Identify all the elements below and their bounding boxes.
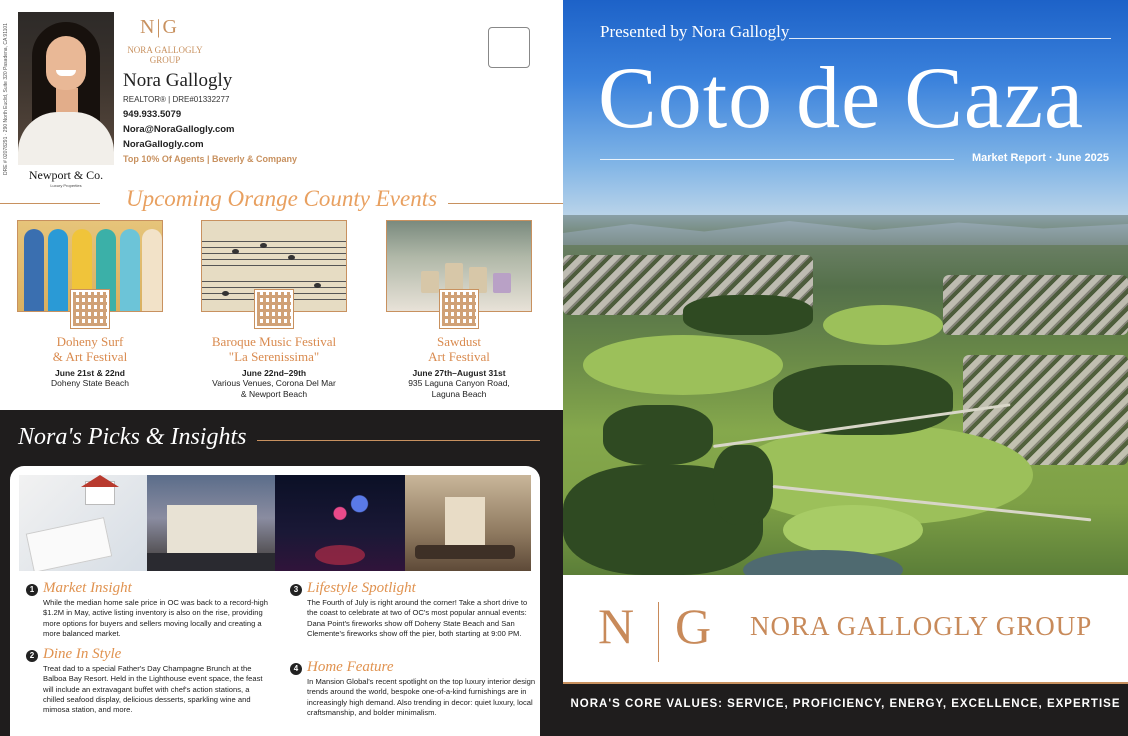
event-title-line2: Art Festival bbox=[428, 349, 490, 364]
qr-code[interactable] bbox=[440, 290, 478, 328]
green bbox=[783, 505, 923, 555]
pick-number: 2 bbox=[26, 650, 38, 662]
surfboard bbox=[48, 229, 68, 312]
agent-email[interactable]: Nora@NoraGallogly.com bbox=[123, 124, 235, 135]
photo-market-house bbox=[19, 475, 147, 571]
event-title-line1: Baroque Music Festival bbox=[211, 334, 337, 349]
resort-building bbox=[167, 505, 257, 555]
music-note bbox=[232, 249, 239, 254]
qr-code[interactable] bbox=[255, 290, 293, 328]
picks-heading: Nora's Picks & Insights bbox=[18, 424, 247, 450]
event-card-baroque bbox=[194, 220, 354, 400]
agent-website[interactable]: NoraGallogly.com bbox=[123, 139, 204, 150]
staff-line bbox=[202, 265, 347, 266]
event-place-line2: Laguna Beach bbox=[431, 389, 487, 399]
qr-code[interactable] bbox=[71, 290, 109, 328]
music-note bbox=[314, 283, 321, 288]
agent-license: REALTOR® | DRE#01332277 bbox=[123, 95, 230, 104]
qr-code-pattern bbox=[257, 292, 291, 326]
surfboard bbox=[142, 229, 162, 312]
staff-line bbox=[202, 241, 347, 242]
pick-body: While the median home sale price in OC was back to a record-high $1.2M in May, active listing inventory is also on the rise, providing more options for buyers and sellers moving locally and creating a more balanced market. bbox=[43, 598, 268, 638]
presented-by: Presented by Nora Gallogly bbox=[600, 22, 790, 41]
brand-name: NORA GALLOGLY GROUP bbox=[750, 611, 1093, 641]
staff-line bbox=[202, 253, 347, 254]
mailer-cover-panel bbox=[563, 0, 1128, 736]
fairway bbox=[823, 305, 943, 345]
event-place-line2: & Newport Beach bbox=[240, 389, 308, 399]
event-title-line2: & Art Festival bbox=[52, 349, 128, 364]
events-heading-rule-right bbox=[448, 203, 563, 204]
brokerage-sub: Luxury Properties bbox=[50, 183, 82, 188]
tree-cluster bbox=[683, 295, 813, 335]
photo-balboa-bay bbox=[147, 475, 275, 571]
candle bbox=[421, 271, 439, 293]
event-title-line1: Sawdust bbox=[436, 334, 482, 349]
brand-mark-divider bbox=[658, 602, 659, 662]
group-logo-name: NORA GALLOGLY GROUP bbox=[127, 45, 203, 65]
brand-band bbox=[563, 575, 1128, 682]
agent-name: Nora Gallogly bbox=[123, 70, 233, 91]
surfboard bbox=[120, 229, 140, 312]
event-title bbox=[194, 334, 354, 364]
pick-title: Home Feature bbox=[307, 659, 394, 675]
picks-card bbox=[10, 466, 540, 736]
event-title bbox=[379, 334, 539, 364]
mountain-range bbox=[563, 215, 1128, 245]
event-place: Doheny State Beach bbox=[51, 378, 129, 388]
music-note bbox=[288, 255, 295, 260]
brand-mark-g: G bbox=[675, 598, 712, 654]
legal-text bbox=[3, 10, 13, 175]
music-note bbox=[260, 243, 267, 248]
pick-title: Lifestyle Spotlight bbox=[307, 580, 416, 596]
tree-cluster bbox=[713, 445, 773, 525]
pick-body: In Mansion Global's recent spotlight on the top luxury interior design trends around the world, bespoke one-of-a-kind furnishings are in increasingly high demand. Also trending in decor: quiet luxury, local craftsmanship, and bolder minimalism. bbox=[307, 677, 536, 717]
pond bbox=[743, 550, 903, 575]
event-card-surf bbox=[10, 220, 170, 389]
event-title-line2: "La Serenissima" bbox=[228, 349, 320, 364]
event-date: June 27th–August 31st bbox=[412, 368, 506, 378]
qr-code-pattern bbox=[73, 292, 107, 326]
qr-code-pattern bbox=[442, 292, 476, 326]
mailer-back-panel bbox=[0, 0, 563, 736]
picks-photo-strip bbox=[19, 475, 531, 571]
group-logo-mark-text: N|G bbox=[140, 16, 179, 38]
staff-line bbox=[202, 287, 347, 288]
paperwork bbox=[26, 517, 113, 571]
photo-luxury-interior bbox=[405, 475, 531, 571]
brokerage-logo bbox=[18, 168, 114, 188]
agent-headshot-face bbox=[46, 36, 86, 90]
candle bbox=[445, 263, 463, 293]
agent-tagline: Top 10% Of Agents | Beverly & Company bbox=[123, 154, 298, 164]
events-heading-block bbox=[0, 186, 563, 212]
agent-headshot-smile bbox=[56, 70, 76, 76]
photo-fireworks bbox=[275, 475, 405, 571]
picks-heading-rule bbox=[257, 440, 540, 441]
sofa bbox=[415, 545, 515, 559]
pick-body: Treat dad to a special Father's Day Champagne Brunch at the Balboa Bay Resort. Held in the Lighthouse event space, the feast will include an extravagant buffet with chef's action stations, a chilled seafood display, delicious desserts, sparkling wine and mimosa station, and more. bbox=[43, 664, 263, 715]
pick-number: 3 bbox=[290, 584, 302, 596]
events-heading: Upcoming Orange County Events bbox=[118, 186, 445, 212]
agent-phone[interactable]: 949.933.5079 bbox=[123, 109, 182, 120]
picks-section bbox=[0, 410, 563, 736]
event-place: 935 Laguna Canyon Road, bbox=[408, 378, 510, 388]
staff-line bbox=[202, 259, 347, 260]
event-title-line1: Doheny Surf bbox=[56, 334, 124, 349]
pick-number: 1 bbox=[26, 584, 38, 596]
core-values-band bbox=[563, 684, 1128, 736]
core-values: NORA'S CORE VALUES: SERVICE, PROFICIENCY, ENERGY, EXCELLENCE, EXPERTISE bbox=[570, 698, 1121, 710]
market-report-rule bbox=[600, 159, 954, 160]
event-card-sawdust bbox=[379, 220, 539, 400]
legal-text-label: DRE # 02078291 · 290 North Euclid, Suite 320 Pasadena, CA 91101 bbox=[3, 23, 9, 175]
surfboard bbox=[24, 229, 44, 312]
neighborhood bbox=[943, 275, 1128, 335]
presented-by-rule bbox=[789, 38, 1111, 39]
brokerage-name: Newport & Co. bbox=[28, 168, 104, 182]
fairway bbox=[583, 335, 783, 395]
brand-mark-n: N bbox=[598, 598, 635, 654]
reflection bbox=[315, 545, 365, 565]
pick-body: The Fourth of July is right around the corner! Take a short drive to the coast to celebrate at two of OC's most popular annual events: Dana Point's fireworks show off Doheny State Beach and San Clemente's fireworks show off the pier, both starting at 9:00 PM. bbox=[307, 598, 528, 638]
cover-title: Coto de Caza bbox=[598, 50, 1085, 147]
event-place: Various Venues, Corona Del Mar bbox=[212, 378, 336, 388]
event-date: June 22nd–29th bbox=[241, 368, 307, 378]
cover-aerial-photo bbox=[563, 215, 1128, 575]
event-date: June 21st & 22nd bbox=[55, 368, 125, 378]
group-logo-mark bbox=[140, 16, 179, 39]
tree-cluster bbox=[603, 405, 713, 465]
agent-headshot bbox=[18, 12, 114, 165]
staff-line bbox=[202, 281, 347, 282]
street bbox=[147, 553, 275, 571]
postage-stamp-box bbox=[488, 27, 530, 68]
market-report-label: Market Report · June 2025 bbox=[972, 152, 1109, 164]
candle bbox=[493, 273, 511, 293]
music-note bbox=[222, 291, 229, 296]
pick-number: 4 bbox=[290, 663, 302, 675]
events-heading-rule-left bbox=[0, 203, 100, 204]
pick-title: Dine In Style bbox=[43, 646, 122, 662]
pick-title: Market Insight bbox=[43, 580, 132, 596]
event-title bbox=[10, 334, 170, 364]
staff-line bbox=[202, 247, 347, 248]
house-roof bbox=[81, 475, 119, 487]
